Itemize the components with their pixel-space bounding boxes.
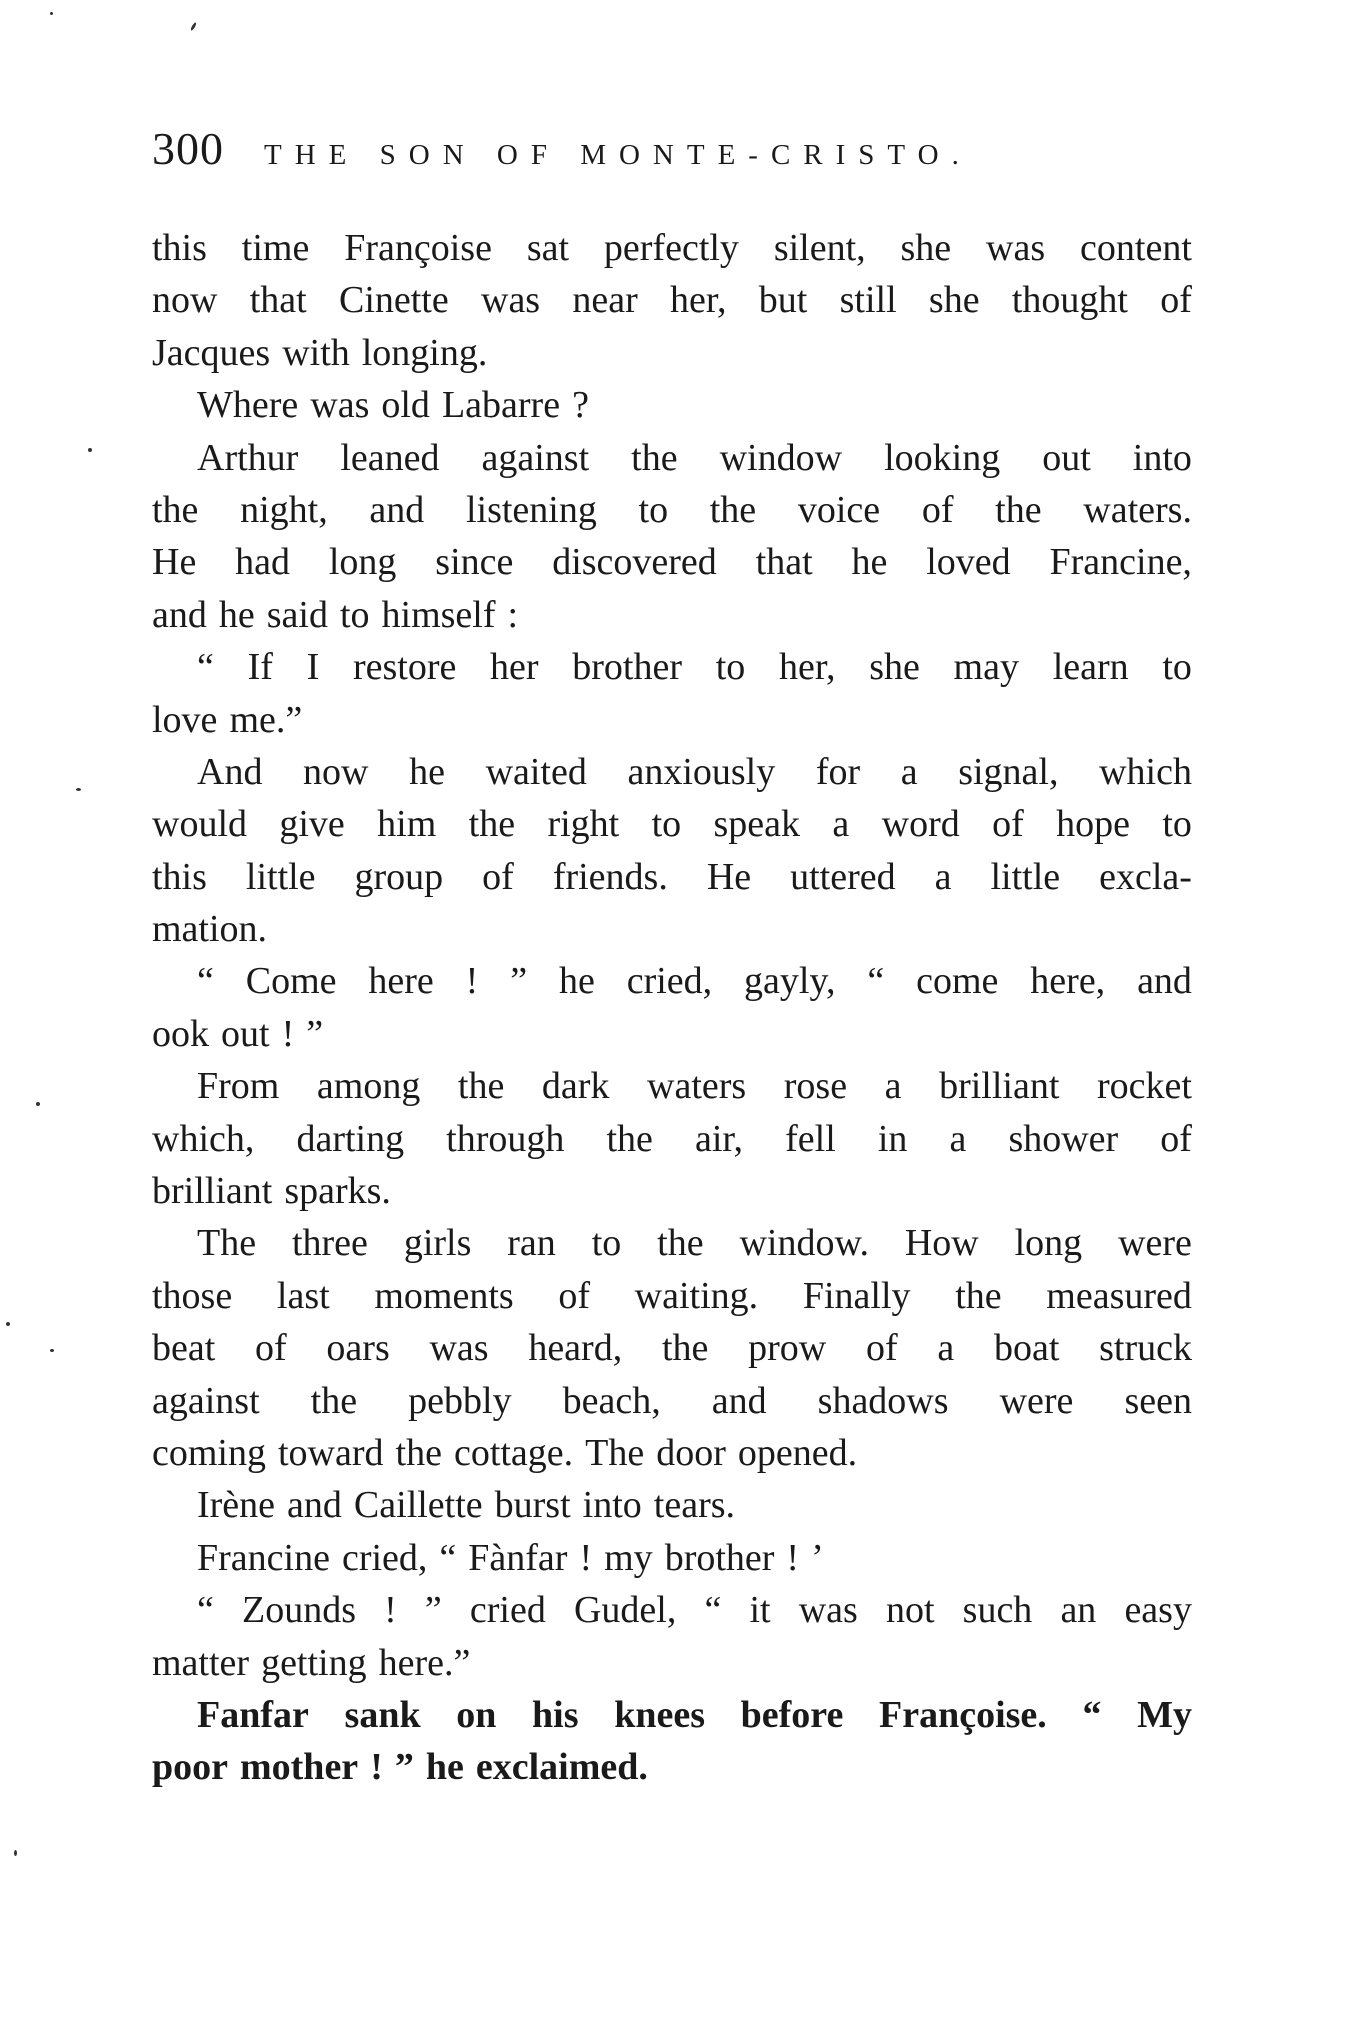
text-line [152,379,1192,431]
word: Irène [197,1484,276,1527]
scan-speck [14,1850,17,1856]
word: discovered [552,541,717,584]
word: ” [424,1589,442,1632]
word: here, [1030,960,1106,1003]
word: of [1160,279,1192,322]
word: a [832,803,850,846]
text-line [152,484,1192,536]
word: Finally [802,1274,911,1317]
word: of [255,1327,287,1370]
word: leaned [340,436,440,479]
word: my [604,1536,653,1579]
word: a [900,750,918,793]
word: excla- [1099,855,1192,898]
word: her, [670,279,727,322]
word: Francine [197,1536,330,1579]
word: cried, [341,1536,428,1579]
word: ! [281,1012,295,1055]
word: the [661,1327,709,1370]
word: was [310,384,370,427]
word: shower [1008,1117,1119,1160]
word: looking [884,436,1001,479]
word: into [582,1484,642,1527]
word: “ [197,646,214,689]
text-line [152,274,1192,326]
word: prow [748,1327,827,1370]
word: of [1160,1117,1192,1160]
word: his [532,1693,579,1736]
text-line [152,1060,1192,1112]
word: : [507,593,519,636]
word: He [152,541,197,584]
word: ! [370,1746,383,1789]
word: content [1080,227,1192,269]
word: against [152,1379,260,1422]
text-line [152,1689,1192,1741]
word: dark [541,1065,610,1108]
word: The [585,1431,645,1474]
word: to [651,803,682,846]
word: Jacques [152,331,271,374]
word: me.” [229,698,303,741]
text-line [152,1165,1192,1217]
word: Fànfar [468,1536,568,1579]
word: speak [713,803,801,846]
word: tears. [653,1484,736,1527]
word: may [953,646,1019,689]
text-line [152,641,1192,693]
word: of [482,855,514,898]
word: he [409,750,445,793]
word: night, [240,488,328,531]
word: burst [494,1484,571,1527]
word: would [152,803,247,846]
word: and [369,488,425,531]
word: Françoise [344,227,492,269]
word: into [1132,436,1192,479]
word: he [425,1746,464,1789]
word: the [457,1065,505,1108]
word: air, [694,1117,744,1160]
word: those [152,1274,233,1317]
word: this [152,855,207,898]
word: boat [993,1327,1060,1370]
word: ? [572,384,589,427]
word: with [282,331,350,374]
word: she [928,279,980,322]
word: voice [797,488,881,531]
text-line [152,1113,1192,1165]
word: of [865,1327,898,1370]
scan-speck [190,22,197,31]
scan-speck [36,1102,40,1106]
word: group [354,855,444,898]
word: the [468,803,516,846]
word: Labarre [441,384,561,427]
word: ” [394,1746,414,1789]
scan-speck [88,448,92,452]
word: rocket [1096,1065,1192,1108]
word: among [316,1065,421,1108]
word: waiting. [634,1274,759,1317]
word: gayly, [744,960,836,1003]
word: it [749,1589,771,1632]
word: If [247,646,273,689]
word: brilliant [152,1170,273,1213]
word: “ [867,960,885,1003]
word: sat [526,227,570,269]
word: Zounds [242,1589,356,1632]
text-line [152,1008,1192,1060]
word: ” [306,1012,324,1055]
word: sank [344,1693,421,1736]
word: the [152,488,199,531]
word: measured [1046,1274,1192,1317]
word: little [245,855,316,898]
word: to [339,593,370,636]
word: long [328,541,397,584]
word: word [881,803,960,846]
word: out [1042,436,1091,479]
word: mother [240,1746,359,1789]
word: through [446,1117,565,1160]
word: ! [465,960,479,1003]
word: were [999,1379,1074,1422]
word: of [921,488,954,531]
word: himself [381,593,496,636]
word: heard, [528,1327,623,1370]
scan-speck [6,1322,10,1326]
word: she [900,227,952,269]
word: in [877,1117,908,1160]
word: now [303,750,369,793]
word: coming [152,1431,266,1474]
word: brilliant [939,1065,1060,1108]
text-line [152,222,1192,274]
word: the [310,1379,358,1422]
word: uttered [790,855,896,898]
word: “ [439,1536,457,1579]
word: rose [783,1065,848,1108]
word: had [235,541,291,584]
word: moments [374,1274,514,1317]
word: for [815,750,861,793]
word: to [715,646,746,689]
word: little [990,855,1061,898]
text-line [152,1375,1192,1427]
word: right [547,803,620,846]
word: was [986,227,1046,269]
text-line [152,746,1192,798]
word: seen [1124,1379,1192,1422]
word: longing. [361,331,488,374]
word: struck [1099,1327,1192,1370]
word: before [740,1693,844,1736]
word: and [1137,960,1192,1003]
word: love [152,698,218,741]
word: was [429,1327,489,1370]
word: Arthur [197,436,299,479]
word: window [719,436,843,479]
word: cried, [626,960,713,1003]
word: the [995,488,1042,531]
word: here.” [378,1641,471,1684]
word: that [755,541,813,584]
word: now [152,279,218,322]
text-line [152,1322,1192,1374]
word: cottage. [453,1431,574,1474]
word: of [992,803,1024,846]
word: to [1162,803,1192,846]
word: old [381,384,430,427]
word: I [306,646,320,689]
word: opened. [737,1431,858,1474]
word: listening [465,488,597,531]
word: thought [1011,279,1128,322]
word: darting [296,1117,405,1160]
word: getting [261,1641,367,1684]
word: still [839,279,897,322]
word: perfectly [603,227,739,269]
word: ! [786,1536,800,1579]
text-line [152,589,1192,641]
word: Françoise. [879,1693,1047,1736]
text-line [152,1532,1192,1584]
word: was [481,279,541,322]
word: were [1118,1222,1192,1265]
word: “ [197,960,214,1003]
word: and [287,1484,342,1527]
word: against [481,436,590,479]
word: here [368,960,434,1003]
word: pebbly [408,1379,512,1422]
scan-speck [50,1349,54,1352]
word: oars [326,1327,390,1370]
word: give [279,803,345,846]
word: the [395,1431,442,1474]
word: easy [1124,1589,1192,1632]
word: ook [152,1012,209,1055]
word: come [916,960,999,1003]
word: to [638,488,669,531]
word: window. [739,1222,869,1265]
word: The [197,1222,257,1265]
word: but [758,279,808,322]
word: which [1099,750,1192,793]
word: such [962,1589,1033,1632]
word: he [851,541,888,584]
word: her, [778,646,836,689]
word: a [949,1117,967,1160]
body-text [152,222,1192,1794]
word: to [1162,646,1192,689]
word: shadows [817,1379,949,1422]
word: beach, [562,1379,661,1422]
word: Fanfar [197,1693,309,1736]
word: loved [926,541,1011,584]
word: he [558,960,595,1003]
word: ! [579,1536,593,1579]
word: he [218,593,255,636]
text-line [152,1741,1192,1793]
text-line [152,1270,1192,1322]
word: waters [647,1065,747,1108]
word: And [197,750,263,793]
word: near [572,279,638,322]
word: she [869,646,920,689]
word: the [955,1274,1002,1317]
word: ’ [811,1536,824,1579]
word: mation. [152,908,268,951]
word: the [709,488,757,531]
page-number: 300 [152,123,224,174]
text-line [152,851,1192,903]
text-line [152,432,1192,484]
word: toward [277,1431,384,1474]
word: not [885,1589,935,1632]
word: waters. [1083,488,1192,531]
running-title: THE SON OF MONTE-CRISTO. [264,139,972,171]
scan-speck [76,788,81,791]
text-line [152,1479,1192,1531]
word: and [152,593,207,636]
word: hope [1056,803,1130,846]
word: brother [572,646,683,689]
text-line [152,1217,1192,1269]
word: time [241,227,310,269]
word: “ [197,1589,214,1632]
text-line [152,903,1192,955]
word: learn [1052,646,1129,689]
text-line [152,798,1192,850]
text-line [152,536,1192,588]
word: that [249,279,307,322]
word: poor [152,1746,228,1789]
word: cried [469,1589,546,1632]
word: a [937,1327,955,1370]
word: Francine, [1049,541,1192,584]
word: Where [197,384,299,427]
word: out [221,1012,270,1055]
word: “ [704,1589,722,1632]
word: a [934,855,952,898]
text-line [152,1584,1192,1636]
word: her [490,646,539,689]
word: the [657,1222,704,1265]
page-header [152,122,1202,182]
word: friends. [552,855,668,898]
word: brother [664,1536,775,1579]
word: of [558,1274,590,1317]
word: was [798,1589,858,1632]
word: three [291,1222,368,1265]
word: ran [507,1222,556,1265]
word: knees [614,1693,705,1736]
word: signal, [958,750,1059,793]
word: sparks. [284,1170,391,1213]
scan-speck [50,12,53,15]
word: How [904,1222,979,1265]
word: this [152,227,207,269]
word: beat [152,1327,216,1370]
word: Caillette [353,1484,483,1527]
text-line [152,327,1192,379]
text-line [152,694,1192,746]
word: Cinette [338,279,449,322]
text-line [152,1427,1192,1479]
word: matter [152,1641,250,1684]
word: the [606,1117,653,1160]
word: From [197,1065,280,1108]
word: since [435,541,514,584]
word: girls [403,1222,472,1265]
word: fell [785,1117,836,1160]
word: to [591,1222,622,1265]
word: waited [485,750,587,793]
text-line [152,955,1192,1007]
word: My [1137,1693,1192,1736]
word: exclaimed. [475,1746,648,1789]
word: the [631,436,678,479]
word: He [706,855,752,898]
word: door [656,1431,726,1474]
word: anxiously [627,750,776,793]
word: Come [245,960,337,1003]
text-line [152,1637,1192,1689]
word: Gudel, [573,1589,677,1632]
word: long [1014,1222,1083,1265]
word: silent, [773,227,866,269]
word: a [884,1065,902,1108]
word: restore [352,646,457,689]
word: and [711,1379,767,1422]
word: ! [384,1589,397,1632]
word: him [377,803,437,846]
word: which, [152,1117,255,1160]
word: said [266,593,328,636]
word: “ [1082,1693,1102,1736]
word: on [456,1693,497,1736]
word: ” [510,960,528,1003]
word: an [1060,1589,1097,1632]
word: last [276,1274,330,1317]
